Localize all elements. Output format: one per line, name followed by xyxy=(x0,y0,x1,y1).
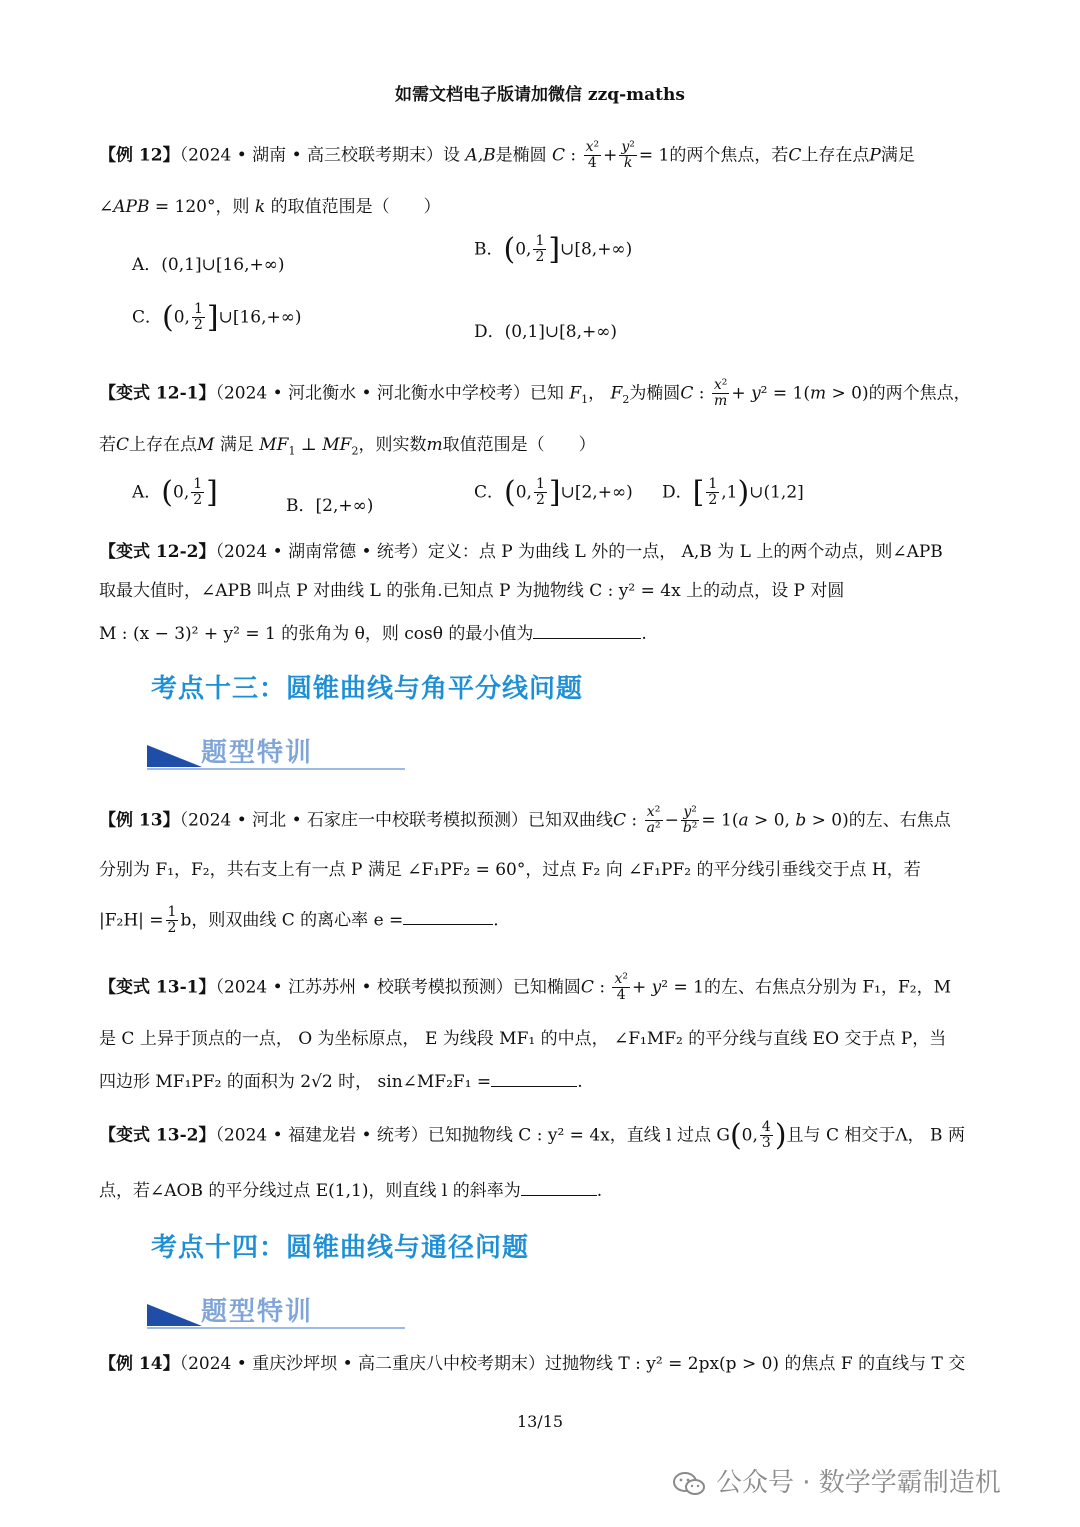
variant-12-1-option-a[interactable]: A．(0, $\frac{1}{2}$ ] xyxy=(132,474,218,510)
section-13-banner: 题型特训 xyxy=(147,730,405,770)
page-header: 如需文档电子版请加微信 zzq-maths xyxy=(395,85,685,105)
variant-12-2-line3: M : (x − 3)² + y² = 1 的张角为 θ，则 cosθ 的最小值为 . xyxy=(99,624,647,644)
example-13-line2: 分别为 F₁，F₂，共右支上有一点 P 满足 ∠F₁PF₂ = 60°，过点 F₂ 向 ∠F₁PF₂ 的平分线引垂线交于点 H，若 xyxy=(99,860,921,880)
page-number: 13/15 xyxy=(516,1412,564,1431)
variant-13-1-line3: 四边形 MF₁PF₂ 的面积为 2√2 时， sin∠MF₂F₁ = . xyxy=(99,1072,583,1092)
answer-blank[interactable] xyxy=(533,624,641,639)
example-12-option-c[interactable]: C．(0, $\frac{1}{2}$ ]∪[16,+∞) xyxy=(132,299,302,335)
example-12-option-d[interactable]: D．(0,1]∪[8,+∞) xyxy=(474,322,618,342)
variant-12-1-line2: 若C上存在点M 满足 $MF_1$ ⊥ $MF_2$，则实数m取值范围是（ ） xyxy=(99,435,596,458)
banner-decor-icon xyxy=(147,1304,202,1326)
variant-12-2-line2: 取最大值时，∠APB 叫点 P 对曲线 L 的张角.已知点 P 为抛物线 C : y² = 4x 上的动点，设 P 对圆 xyxy=(99,581,845,601)
wechat-icon xyxy=(672,1471,706,1497)
example-12-option-b[interactable]: B．(0, $\frac{1}{2}$ ]∪[8,+∞) xyxy=(474,231,633,267)
watermark: 公众号 · 数学学霸制造机 xyxy=(672,1462,1001,1499)
variant-12-1-option-b[interactable]: B．[2,+∞) xyxy=(286,496,374,516)
section-14-banner: 题型特训 xyxy=(147,1289,405,1329)
variant-12-1-line1: 【变式 12-1】（2024 • 河北衡水 • 河北衡水中学校考）已知 $F_1$， $F_2$为椭圆C : $\frac{\text{x²}}{m}$ + y² = 1(m > 0)的两个焦点， xyxy=(99,377,971,410)
banner-decor-icon xyxy=(147,745,202,767)
variant-12-1-option-c[interactable]: C．(0, $\frac{1}{2}$ ]∪[2,+∞) xyxy=(474,474,633,510)
example-12-line1: 【例 12】（2024 • 湖南 • 高三校联考期末）设 A,B是椭圆 C : $\frac{\text{x²}}{4}$ + $\frac{\text{y²}}{k}$ = 1的两个焦点，若C上存在点P满足 xyxy=(99,139,915,172)
example-13-line1: 【例 13】（2024 • 河北 • 石家庄一中校联考模拟预测）已知双曲线C : $\frac{\text{x²}}{\text{a²}}$ − $\frac{\text{y²}}{\text{b²}}$ = 1(a > 0, b > 0)的左、右焦点 xyxy=(99,804,951,837)
example-13-line3: |F₂H| = $\frac{1}{2}$ b，则双曲线 C 的离心率 e = . xyxy=(99,904,499,937)
example-14-line1: 【例 14】（2024 • 重庆沙坪坝 • 高二重庆八中校考期末）过抛物线 T : y² = 2px(p > 0) 的焦点 F 的直线与 T 交 xyxy=(99,1354,966,1374)
section-14-title: 考点十四：圆锥曲线与通径问题 xyxy=(151,1233,530,1263)
example-12-option-a[interactable]: A．(0,1]∪[16,+∞) xyxy=(132,255,285,275)
variant-13-1-line1: 【变式 13-1】（2024 • 江苏苏州 • 校联考模拟预测）已知椭圆C : $\frac{\text{x²}}{4}$ + y² = 1的左、右焦点分别为 F₁，F₂，M xyxy=(99,971,951,1004)
variant-13-1-line2: 是 C 上异于顶点的一点， O 为坐标原点， E 为线段 MF₁ 的中点， ∠F₁MF₂ 的平分线与直线 EO 交于点 P，当 xyxy=(99,1029,947,1049)
example-12-line2: ∠APB = 120°，则 k 的取值范围是（ ） xyxy=(99,197,441,217)
variant-12-2-line1: 【变式 12-2】（2024 • 湖南常德 • 统考）定义：点 P 为曲线 L 外的一点， A,B 为 L 上的两个动点，则∠APB xyxy=(99,542,943,562)
variant-12-1-option-d[interactable]: D．[ $\frac{1}{2}$ ,1)∪(1,2] xyxy=(662,474,804,510)
example-12-tag: 【例 12】 xyxy=(99,145,180,166)
variant-13-2-line1: 【变式 13-2】（2024 • 福建龙岩 • 统考）已知抛物线 C : y² = 4x，直线 l 过点 G(0, $\frac{4}{3}$ )且与 C 相交于Λ， B 两 xyxy=(99,1117,965,1153)
variant-13-2-line2: 点，若∠AOB 的平分线过点 E(1,1)，则直线 l 的斜率为 . xyxy=(99,1181,603,1201)
section-13-title: 考点十三：圆锥曲线与角平分线问题 xyxy=(151,674,584,704)
